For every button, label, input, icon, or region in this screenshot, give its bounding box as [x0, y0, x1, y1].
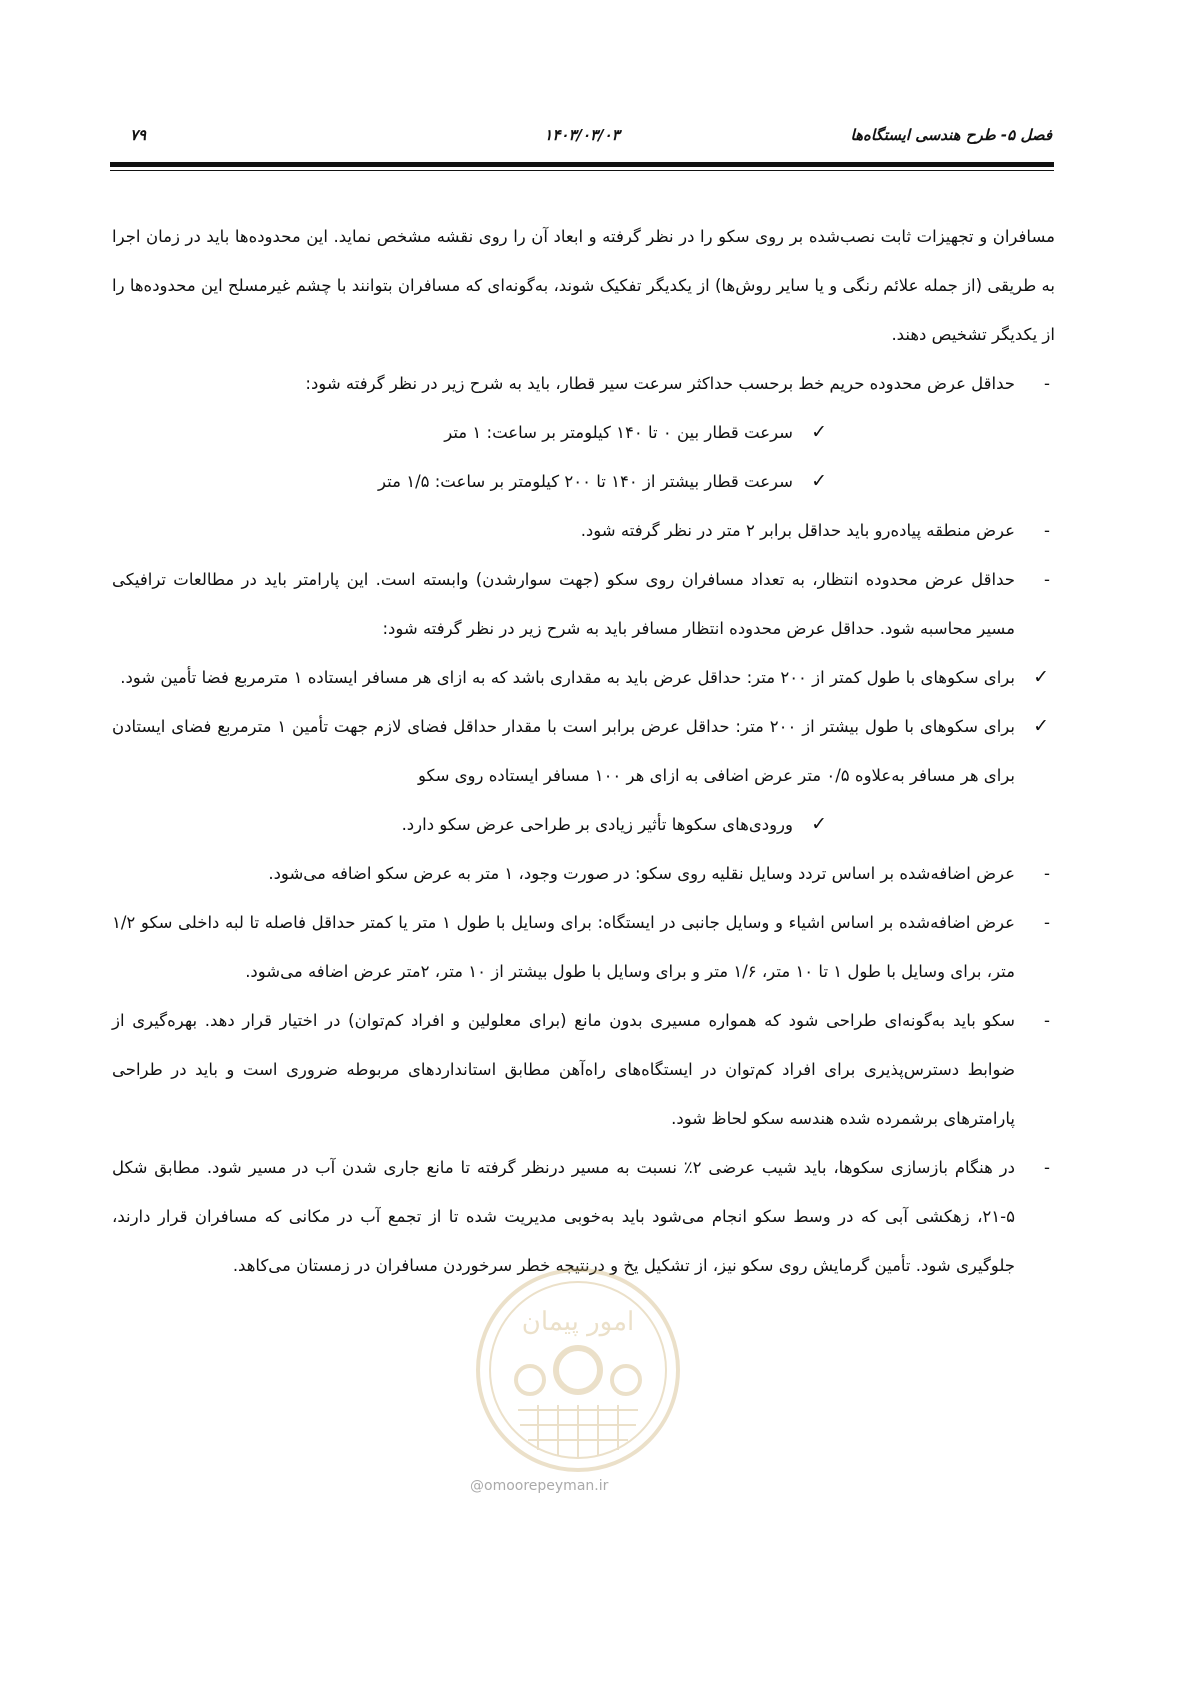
- dash-bullet: -: [1044, 864, 1050, 883]
- page-body: [112, 212, 1055, 1290]
- check-icon: ✓: [811, 813, 827, 835]
- bullet-item: [112, 359, 1055, 408]
- check-icon: ✓: [1033, 666, 1049, 688]
- bullet-text: حداقل عرض محدوده انتظار، به تعداد مسافران روی سکو (جهت سوارشدن) وابسته است. این پارامتر باید در مطالعات ترافیکی مسیر محاسبه شود. حداقل عرض محدوده انتظار مسافر باید به شرح زیر در نظر گرفته شود:: [112, 570, 1015, 638]
- check-item: [112, 408, 833, 457]
- check-text: برای سکوهای با طول بیشتر از ۲۰۰ متر: حداقل عرض برابر است با مقدار حداقل فضای لازم جهت تأمین ۱ مترمربع فضای ایستادن برای هر مسافر به‌علاوه ۰/۵ متر عرض اضافی به ازای هر ۱۰۰ مسافر ایستاده روی سکو: [112, 717, 1015, 785]
- check-text: سرعت قطار بیشتر از ۱۴۰ تا ۲۰۰ کیلومتر بر ساعت: ۱/۵ متر: [378, 472, 793, 491]
- dash-bullet: -: [1044, 1011, 1050, 1030]
- check-icon: ✓: [1033, 715, 1049, 737]
- dash-bullet: -: [1044, 374, 1050, 393]
- check-item: [112, 702, 1055, 800]
- intro-paragraph: مسافران و تجهیزات ثابت نصب‌شده بر روی سکو را در نظر گرفته و ابعاد آن را روی نقشه مشخص نماید. این محدوده‌ها باید در زمان اجرا به طریقی (از جمله علائم رنگی و یا سایر روش‌ها) از یکدیگر تفکیک شوند، به‌گونه‌ای که مسافران بتوانند با چشم غیرمسلح این محدوده‌ها را از یکدیگر تشخیص دهند.: [112, 227, 1055, 344]
- bullet-text: عرض اضافه‌شده بر اساس اشیاء و وسایل جانبی در ایستگاه: برای وسایل با طول ۱ متر یا کمتر حداقل فاصله تا لبه داخلی سکو ۱/۲ متر، برای وسایل با طول ۱ تا ۱۰ متر، ۱/۶ متر و برای وسایل با طول بیشتر از ۱۰ متر، ۲متر عرض اضافه می‌شود.: [112, 913, 1016, 981]
- check-text: ورودی‌های سکوها تأثیر زیادی بر طراحی عرض سکو دارد.: [401, 815, 793, 834]
- page-header: [112, 126, 1052, 150]
- bullet-text: در هنگام بازسازی سکوها، باید شیب عرضی ۲٪ نسبت به مسیر درنظر گرفته تا مانع جاری شدن آب در مسیر شود. مطابق شکل ۵-۲۱، زهکشی آبی که در وسط سکو انجام می‌شود باید به‌خوبی مدیریت شده تا از تجمع آب در مکانی که مسافران قرار دارند، جلوگیری شود. تأمین گرمایش روی سکو نیز، از تشکیل یخ و درنتیجه خطر سرخوردن مسافران در زمستان می‌کاهد.: [112, 1158, 1015, 1275]
- bullet-item: [112, 898, 1055, 996]
- check-item: [112, 800, 833, 849]
- check-item: [112, 653, 1055, 702]
- check-icon: ✓: [811, 421, 827, 443]
- bullet-text: عرض منطقه پیاده‌رو باید حداقل برابر ۲ متر در نظر گرفته شود.: [580, 521, 1015, 540]
- header-date: ۱۴۰۳/۰۳/۰۳: [544, 126, 620, 144]
- check-item: [112, 457, 833, 506]
- bullet-text: عرض اضافه‌شده بر اساس تردد وسایل نقلیه روی سکو: در صورت وجود، ۱ متر به عرض سکو اضافه می‌شود.: [268, 864, 1015, 883]
- check-text: برای سکوهای با طول کمتر از ۲۰۰ متر: حداقل عرض باید به مقداری باشد که به ازای هر مسافر ایستاده ۱ مترمربع فضا تأمین شود.: [120, 668, 1015, 687]
- page-number: ۷۹: [130, 126, 147, 144]
- bullet-item: [112, 555, 1055, 653]
- watermark-logo-text: امور پیمان: [521, 1307, 635, 1337]
- bullet-item: [112, 996, 1055, 1143]
- header-rule-thick: [110, 162, 1054, 167]
- dash-bullet: -: [1044, 1158, 1050, 1177]
- bullet-item: [112, 849, 1055, 898]
- watermark-url: @omoorepeyman.ir: [470, 1478, 609, 1494]
- bullet-item: [112, 506, 1055, 555]
- chapter-title: فصل ۵- طرح هندسی ایستگاه‌ها: [850, 126, 1052, 144]
- check-text: سرعت قطار بین ۰ تا ۱۴۰ کیلومتر بر ساعت: ۱ متر: [444, 423, 793, 442]
- header-rule-thin: [110, 170, 1054, 171]
- bullet-text: حداقل عرض محدوده حریم خط برحسب حداکثر سرعت سیر قطار، باید به شرح زیر در نظر گرفته شود:: [305, 374, 1015, 393]
- dash-bullet: -: [1044, 570, 1050, 589]
- dash-bullet: -: [1044, 521, 1050, 540]
- watermark-logo: [458, 1260, 698, 1560]
- bullet-text: سکو باید به‌گونه‌ای طراحی شود که همواره مسیری بدون مانع (برای معلولین و افراد کم‌توان) در اختیار قرار دهد. بهره‌گیری از ضوابط دسترس‌پذیری برای افراد کم‌توان در ایستگاه‌های راه‌آهن مطابق استانداردهای مربوطه ضروری است و باید در طراحی پارامترهای برشمرده شده هندسه سکو لحاظ شود.: [112, 1011, 1015, 1128]
- dash-bullet: -: [1044, 913, 1050, 932]
- check-icon: ✓: [811, 470, 827, 492]
